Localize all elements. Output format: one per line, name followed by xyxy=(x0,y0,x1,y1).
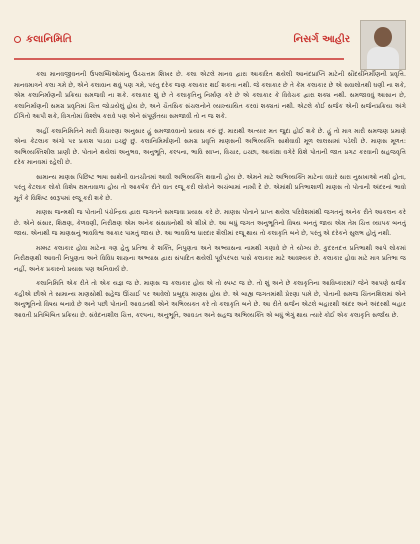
paragraph: અહીં કલાનિમિતિને મારી વિચારણા અનુસાર હું સમજાવવાનો પ્રયાસ કરું છું. મારાથી અત્યાર મત જુદા હોઈ શકે છે. હું તો માત્ર મારી સમજણ પ્રમાણે એના કેટલાક અંગો પર પ્રકાશ પાડવા ઇચ્છું છું. કલાનિમિર્માણની સમગ્ર પ્રવૃત્તિ માણસની અભિવ્યક્તિ સાથેવાવી મૂળ લાલસામાં પડેલી છે. માણસ મૂળત: અભિવ્યક્તિશીલ પ્રાણી છે. પોતાને થયેલાં અનુભવ, અનુભૂતિ, કલ્પના, ભાવિ સ્વપ્ન, વિચાર, ઇચ્છા, આકાંક્ષા વગેરે વિશે પોતાની જાત પ્રગટ કરવાની સહજવૃત્તિ દરેક માનવમાં રહેલી છે. xyxy=(14,127,406,166)
paragraph: મમ્મટ કલાકાર હોવા માટેના ત્રણ હેતુ પ્રતિભા કે શક્તિ, નિપુણતા અને અભ્યાસના નામથી ગણાવે છે તે યોગ્ય છે. કુદરતદત્ત પ્રતિભાથી આપે લોકમાં નિરીક્ષણથી આવતી નિપુણતા અને વિવિધ શાસ્ત્રના અભ્યાસ દ્વારા સંપાદિત થયેલી પૂર્વપરંપરા પાસે કલાકાર માટે આવશ્યક છે. કલાકાર હોવા માટે માત્ર પ્રતિભા જ નહીં, અનેક પ્રકારનો પ્રયાસ પણ અનિવાર્ય છે. xyxy=(14,244,406,273)
circle-bullet-icon xyxy=(14,36,21,43)
paragraph: કલાનિમિતિ એક રીતે તો એક યજ્ઞ જ છે. માણસ જ કલાકાર હોય એ તો સ્પષ્ટ જ છે. તો શું અને છે કલાકૃતિના આવિષ્કારમાં? જેને આપણે સર્જક કહીએ છીએ તે સામાન્ય માણસોથી સહેજ ઊંચાઈ પર આવેલો પ્રબુદ્ધ માણસ હોય છે. એ બાહ્ય જગતમાંથી પ્રેરણા પામે છે, પોતાની સમજ ચિંતનશિલમાં એને અનુભૂતિનો વિષય બનાવે છે અને પછી પોતાની આવડતથી એને અભિવ્યક્ત કરે તો કલાકૃતિ બને છે. આ રીતે સર્જન એટલે બહારથી અંદર અને અંદરથી બહાર આવતી પ્રતિબિંબિત પ્રક્રિયા છે. સંવેદનાશીલ ચિત્ત, કલ્પના, અનુભૂતિ, આવડત અને સહજ અભિવ્યક્તિ એ બધું ભેગું થાય ત્યારે કોઈ એક કલાકૃતિ સર્જાય છે. xyxy=(14,280,406,319)
header-divider xyxy=(14,58,344,60)
author-photo xyxy=(360,20,406,70)
author-name: નિસર્ગ આહીર xyxy=(293,34,350,45)
paragraph: કલા માનવજીવનની ઉપલબ્ધિઓમાંનુ ઉચ્ચત્તમ શિખર છે. કલા એટલે માનવ દ્વારા આકારિત થયેલી આનંદપ્રાપ્તિ માટેની સૌંદર્યનિર્મીણની પ્રવૃત્તિ. માનવમાત્રને કલા ગમે છે, એને કલાવાન થવું પણ ગમે, પરંતુ દરેક જણ કલાકાર થઈ શકતા નથી. જે કલાકાર છે તે કેમ કલાકાર છે એ સવાલોતથી ઘણી ના શકે, એમ કલાનિર્માણની પ્રક્રિયા સમજવી ના શકે. કલાકાર શું છે તે કલાકૃતિનુ નિર્માણ કરે છે એ કલાકાર કે વિવેચક દ્વારા શક્ય નથી. સમજાવવું આસાન છે, કલાનિર્માણની સમગ્ર પ્રવૃતિમાં ચિત્ત જોડાયેલું હોય છે, અને ચૈતસિક સંચલનોને વ્યાખ્યાયિત કરવાં શક્યતાં નથી. એટલે કોઈ સર્જક એની સર્જનપ્રક્રિયા અંગે ઈંગિતો આપી શકે, વિગતોમાં વિશ્લેષ કરાવે પણ એને સંપૂર્ણતયા સમજાવી તો ન જ શકે. xyxy=(14,71,406,120)
section-title-text: કલાનિમિતિ xyxy=(26,34,72,45)
author-photo-body xyxy=(367,47,399,70)
article-body xyxy=(14,70,406,536)
paragraph: માણસ જન્મથી જ પોતાની પંચેન્દ્રિય દ્વારા જગતને સમજવા પ્રયાસ કરે છે. માણસ પોતાને પ્રાપ્ત થયેલ પરિવેશમાંથી જગતનું અનેક રીતે આકલન કરે છે. એને સંસાર, શિક્ષણ, કેળવણી, નિરીક્ષણ એમ અનેક સંસાધનોથી એ શીખે છે. આ બધું જગત અનુભૂતિનો વિષય બનતું જાય એમ તેમ ચિત્ત વ્યાપક બનતું જાય. એનાથી જ માણસનું ભાવવિશ્વ આકાર પામતું જાય છે. આ ભાવવિશ્વ ધારદાર શૈલીમાં રજૂ થાય તો કલાકૃતિ બને છે, પરંતુ એ દરેકને સુલભ હોતું નથી. xyxy=(14,209,406,237)
author-photo-head xyxy=(374,27,392,47)
page-header xyxy=(0,0,420,70)
paragraph: સામાન્ય માણસ પિછિષ્ટ ભાષા સાથેની વાતચીતમાં આવી અભિવ્યક્તિ થવાની હોય છે. એમને માટે અભિવ્યક્તિ માટેના વધારે સારા નુસખાઓ નથી હોતા, પરંતુ કેટલાક લોકો વિશેષ ક્ષમતાવાળા હોય તો આકર્ષક રીતે વાત રજૂ કરી લોકોને અચંબામાં નાખી દે છે. એમાંથી પ્રતિભાશાળી માણસ તો પોતાની અંદરનાં ભાવો મૂર્ત કે વિશિષ્ટ સ્વરૂપમાં રજૂ કરી શકે છે. xyxy=(14,173,406,202)
section-title xyxy=(14,34,72,45)
